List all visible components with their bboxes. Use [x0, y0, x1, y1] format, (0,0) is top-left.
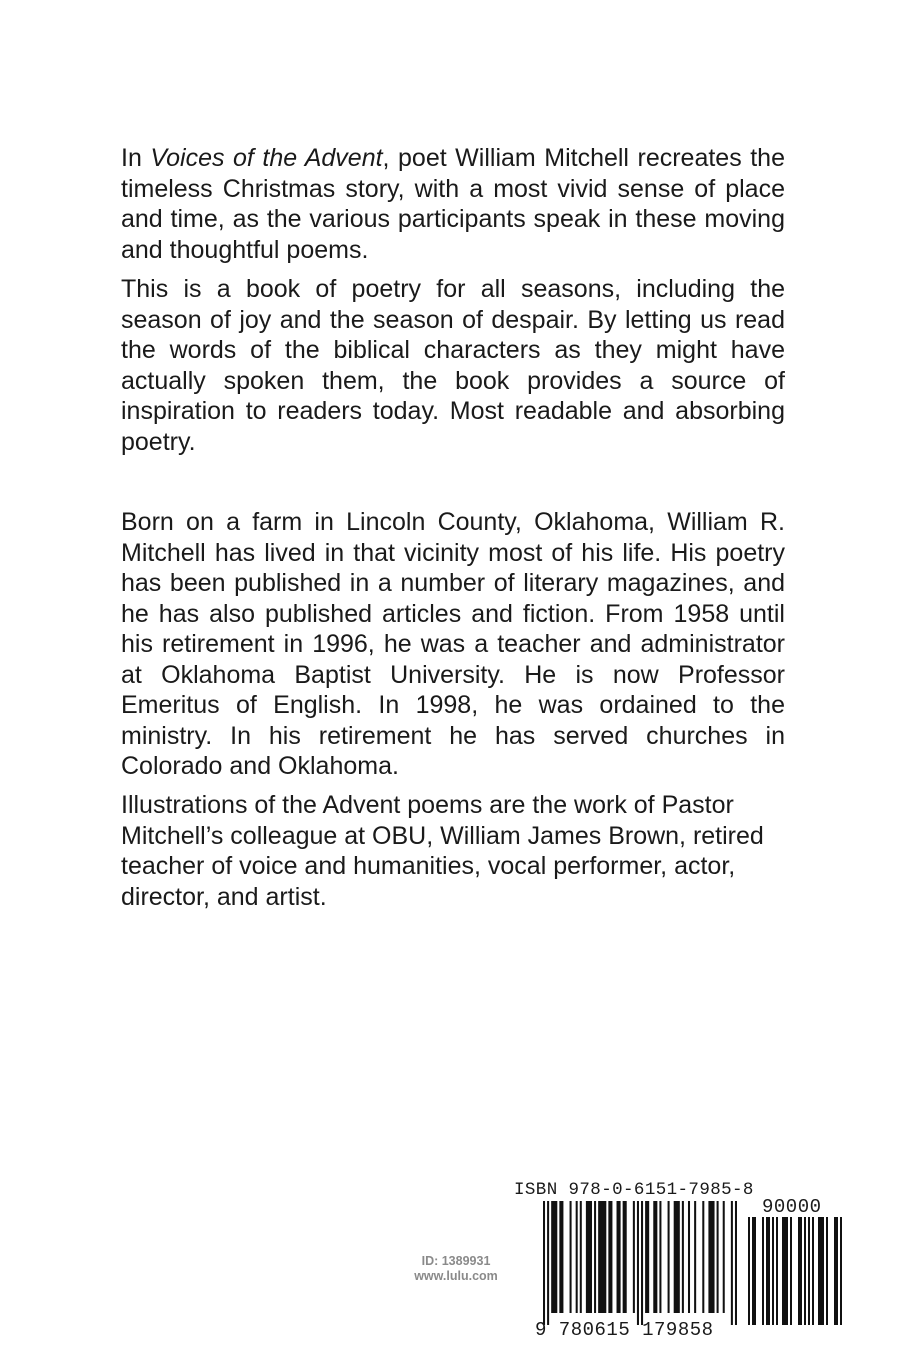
publisher-stamp: [380, 1254, 532, 1284]
ean-bar: [723, 1201, 725, 1313]
addon-bar: [752, 1217, 756, 1325]
isbn-label: ISBN 978-0-6151-7985-8: [514, 1180, 754, 1200]
addon-bar: [748, 1217, 750, 1325]
publisher-site: www.lulu.com: [414, 1269, 498, 1283]
publisher-id: ID: 1389931: [421, 1254, 491, 1268]
ean-bar: [570, 1201, 572, 1313]
ean-bar: [608, 1201, 612, 1313]
addon-bar: [818, 1217, 824, 1325]
ean-bar: [688, 1201, 690, 1313]
addon-barcode: [748, 1217, 842, 1325]
ean-bar: [694, 1201, 696, 1313]
ean-bar: [659, 1201, 661, 1313]
addon-bar: [766, 1217, 770, 1325]
ean-bar: [617, 1201, 621, 1313]
addon-bar: [782, 1217, 788, 1325]
ean-bar: [717, 1201, 719, 1313]
book-title: Voices of the Advent: [150, 144, 383, 172]
illustrator-paragraph: Illustrations of the Advent poems are the work of Pastor Mitchell’s colleague at OBU, William James Brown, retired teacher of voice and humanities, vocal performer, actor, director, and artist.: [121, 791, 764, 911]
ean-bar: [708, 1201, 714, 1313]
ean-barcode: [543, 1201, 737, 1325]
ean-guard-bar: [547, 1201, 549, 1325]
ean-bar: [598, 1201, 606, 1313]
addon-bar: [834, 1217, 838, 1325]
ean-guard-bar: [637, 1201, 639, 1325]
addon-bar: [804, 1217, 806, 1325]
ean-bar: [645, 1201, 649, 1313]
ean-bar: [576, 1201, 578, 1313]
ean-bar: [559, 1201, 563, 1313]
addon-bar: [812, 1217, 814, 1325]
addon-digits: 90000: [762, 1196, 822, 1218]
addon-bar: [808, 1217, 810, 1325]
ean-guard-bar: [735, 1201, 737, 1325]
author-bio-paragraph: Born on a farm in Lincoln County, Oklahoma, William R. Mitchell has lived in that vicinity most of his life. His poetry has been published in a number of literary magazines, and he has also published articles and fiction. From 1958 until his retirement in 1996, he was a teacher and administrator at Oklahoma Baptist University. He is now Professor Emeritus of English. In 1998, he was ordained to the ministry. In his retirement he has served churches in Colorado and Oklahoma.: [121, 508, 785, 780]
ean-guard-bar: [731, 1201, 733, 1325]
addon-bar: [826, 1217, 828, 1325]
ean-bar: [580, 1201, 582, 1313]
addon-bar: [776, 1217, 778, 1325]
ean-bar: [682, 1201, 684, 1313]
addon-bar: [840, 1217, 842, 1325]
description-paragraph-2: This is a book of poetry for all seasons, including the season of joy and the season of despair. By letting us read the words of the biblical characters as they might have actually spoken them, the book provides a source of inspiration to readers today. Most readable and absorbing poetry.: [121, 275, 785, 456]
addon-bar: [762, 1217, 764, 1325]
ean-bar: [623, 1201, 627, 1313]
ean-bar: [653, 1201, 657, 1313]
description-rest: , poet William Mitchell recreates the timeless Christmas story, with a most vivid sense of place and time, as the various participants speak in these moving and thoughtful poems.: [121, 144, 785, 264]
ean-bar: [586, 1201, 592, 1313]
addon-bar: [790, 1217, 792, 1325]
ean-digits: 9 780615 179858: [535, 1319, 714, 1341]
ean-bar: [633, 1201, 635, 1313]
ean-bar: [702, 1201, 704, 1313]
ean-bar: [594, 1201, 596, 1313]
description-paragraph-1: [121, 143, 785, 265]
ean-bar: [674, 1201, 680, 1313]
addon-bar: [798, 1217, 802, 1325]
ean-bar: [668, 1201, 670, 1313]
ean-bar: [551, 1201, 557, 1313]
addon-bar: [772, 1217, 774, 1325]
description-intro: In: [121, 144, 151, 172]
ean-guard-bar: [543, 1201, 545, 1325]
ean-guard-bar: [641, 1201, 643, 1325]
